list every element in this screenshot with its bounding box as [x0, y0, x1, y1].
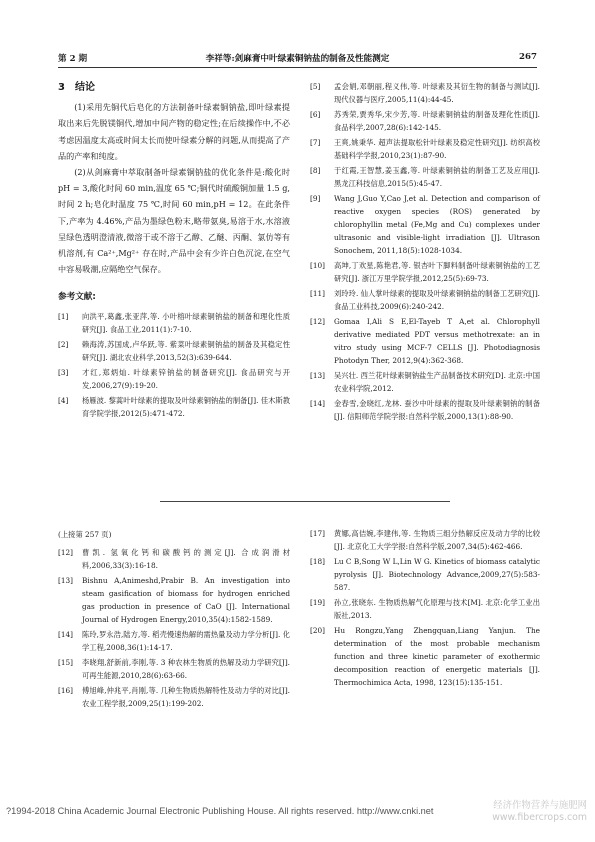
reference-number: [11] [310, 289, 325, 298]
reference-number: [8] [310, 166, 321, 175]
reference-item [58, 310, 290, 336]
reference-item [310, 287, 540, 313]
reference-number: [9] [310, 194, 321, 203]
reference-text: 杨雁波. 黎蒿叶叶绿素的提取及叶绿素铜钠盐的制备[J]. 佳木斯教育学院学报,2012(5):471-472. [82, 395, 290, 418]
continued-label: (上接第 257 页) [58, 530, 112, 539]
reference-number: [15] [58, 658, 73, 668]
references-list-left [58, 310, 290, 420]
conclusion-heading: 3 结论 [58, 82, 95, 93]
reference-number: [12] [310, 317, 325, 326]
reference-item [58, 628, 290, 654]
reference-text: Gomaa I,Ali S E,El-Tayeb T A,et al. Chlorophyll derivative mediated PDT versus methotrexate: an in vitro study using MCF-7 CELLS [J]. Photodiagnosis Photodyn Ther, 2012,9(4):362-368. [334, 317, 540, 365]
reference-text: Wang J,Guo Y,Cao J,et al. Detection and comparison of reactive oxygen species (ROS) generated by chlorophyllin metal (Fe,Mg and Cu) complexes under ultrasonic and visible-light irradiation [J]. Ultrason Sonochem, 2011,18(5):1028-1034. [334, 194, 540, 255]
reference-text: 向洪平,葛鑫,张亚萍,等. 小叶榕叶绿素铜钠盐的制备和理化性质研究[J]. 食品工业,2011(1):7-10. [82, 311, 290, 334]
reference-item [58, 684, 290, 710]
issue-number: 第 2 期 [58, 54, 88, 64]
reference-text: 吴兴壮. 西兰花叶绿素铜钠盐生产品制备技术研究[D]. 北京:中国农业科学院,2012. [334, 371, 540, 393]
left-column [58, 80, 290, 422]
reference-text: 于红霞,王智慧,姜玉鑫,等. 叶绿素铜钠盐的制备工艺及应用[J]. 黑龙江科技信息,2015(5):45-47. [334, 166, 540, 188]
reference-number: [13] [310, 371, 325, 380]
reference-number: [16] [58, 686, 73, 696]
reference-number: [5] [310, 82, 321, 91]
reference-item [58, 574, 290, 626]
reference-item [310, 527, 540, 553]
reference-text: 王爽,姚秉华. 超声法提取松针叶绿素及稳定性研究[J]. 纺织高校基础科学学报,2010,23(1):87-90. [334, 138, 540, 160]
copyright-footer: ?1994-2018 China Academic Journal Electronic Publishing House. All rights reserved. http://www.cnki.net [6, 806, 434, 816]
reference-number: [14] [310, 399, 325, 408]
watermark-line-2: www.fibercrops.com [492, 812, 587, 823]
reference-item [310, 192, 540, 257]
references-list-right [310, 80, 540, 423]
reference-item [310, 624, 540, 689]
reference-item [310, 164, 540, 190]
reference-item [58, 656, 290, 682]
reference-item [310, 315, 540, 367]
reference-text: 陈玲,罗永浩,陆方,等. 稻壳慢速热解的需热量及动力学分析[J]. 化学工程,2008,36(1):14-17. [82, 630, 290, 653]
reference-item [310, 555, 540, 594]
reference-text: 李晓翔,舒新前,李刚,等. 3 种农林生物质的热解及动力学研究[J]. 可再生能源,2010,28(6):63-66. [82, 658, 290, 681]
reference-text: 黄娜,高佶婉,李建伟,等. 生物质三组分热解反应及动力学的比较[J]. 北京化工大学学报:自然科学版,2007,34(5):462-466. [334, 529, 540, 551]
reference-text: Lu C B,Song W L,Lin W G. Kinetics of biomass catalytic pyrolysis [J]. Biotechnology Advance,2009,27(5):583-587. [334, 557, 540, 592]
reference-item [310, 108, 540, 134]
continued-references-left [58, 546, 290, 710]
reference-text: Hu Rongzu,Yang Zhengquan,Liang Yanjun. The determination of the most probable mechanism function and three kinetic parameter of exothermic decomposition reaction of energetic materials [J]. Thermochimica Acta, 1998, 123(15):135-151. [334, 626, 540, 687]
reference-text: Bishnu A,Animeshd,Prabir B. An investigation into steam gasification of biomass for hydrogen enriched gas production in presence of CaO [J]. International Journal of Hydrogen Energy,2010,35(4):1582-1589. [82, 576, 290, 625]
reference-text: 孙立,张晓东. 生物质热解气化原理与技术[M]. 北京:化学工业出版社,2013. [334, 598, 540, 620]
continued-right-column [310, 527, 540, 691]
reference-text: 金春雪,金晓红,龙林. 蚕沙中叶绿素的提取及叶绿素铜钠的制备[J]. 信阳师范学院学报:自然科学版,2000,13(1):88-90. [334, 399, 540, 421]
continued-references-right [310, 527, 540, 689]
reference-item [310, 80, 540, 106]
reference-number: [13] [58, 576, 73, 586]
reference-text: 赖海涛,苏国成,卢华跃,等. 紫菜叶绿素铜钠盐的制备及其稳定性研究[J]. 湖北农业科学,2013,52(3):639-644. [82, 339, 290, 362]
reference-text: 傅旭峰,仲兆平,肖刚,等. 几种生物质热解特性及动力学的对比[J]. 农业工程学报,2009,25(1):199-202. [82, 686, 290, 709]
reference-item [58, 338, 290, 364]
reference-text: 曹凯. 氢氧化钙和碳酸钙的测定[J]. 合成润滑材料,2006,33(3):16-18. [82, 548, 290, 571]
reference-item [310, 596, 540, 622]
reference-item [310, 369, 540, 395]
reference-number: [17] [310, 529, 325, 538]
reference-number: [4] [58, 395, 69, 405]
reference-number: [10] [310, 261, 325, 270]
reference-item [58, 366, 290, 392]
reference-text: 才红,郑炳灿. 叶绿素锌钠盐的制备研究[J]. 食品研究与开发,2006,27(9):19-20. [82, 367, 290, 390]
reference-number: [7] [310, 138, 321, 147]
right-column [310, 80, 540, 425]
reference-text: 刘玲玲. 仙人掌叶绿素的提取及叶绿素铜钠盐的制备工艺研究[J]. 食品工业科技,2009(6):240-242. [334, 289, 540, 311]
references-heading: 参考文献: [58, 292, 96, 303]
reference-item [310, 259, 540, 285]
watermark-line-1: 经济作物营养与施肥网 [493, 800, 587, 811]
conclusion-paragraph-2: (2)从剑麻膏中萃取制备叶绿素铜钠盐的优化条件是:酸化时 pH = 3,酸化时间 60 min,温度 65 ℃;铜代时硫酸铜加量 1.5 g,时间 2 h;皂化时温度 75 ℃,时间 60 min,pH = 12。在此条件下,产率为 4.46%,产品为墨绿色粉末,略带氨臭,易溶于水,水溶液呈绿色透明澄清液,微溶于或不溶于乙醇、乙醚、丙酮、氯仿等有机溶剂,有 Ca²⁺,Mg²⁺ 存在时,产品中会有少许白色沉淀,在空气中容易吸潮,应隔绝空气保存。 [58, 167, 290, 275]
section-divider [160, 501, 450, 502]
running-title: 李祥等:剑麻膏中叶绿素铜钠盐的制备及性能测定 [205, 54, 390, 64]
reference-text: 孟会娟,邓朝丽,程义伟,等. 叶绿素及其衍生物的制备与测试[J]. 现代仪器与医疗,2005,11(4):44-45. [334, 82, 540, 104]
conclusion-paragraph-1: (1)采用先铜代后皂化的方法制备叶绿素铜钠盐,即叶绿素提取出来后先脱镁铜代,增加中间产物的稳定性;在后续操作中,不必考虑因温度太高或时间太长而使叶绿素分解的问题,从而提高了产品的产率和纯度。 [58, 102, 290, 161]
page-number: 267 [519, 52, 537, 62]
reference-number: [3] [58, 367, 69, 377]
reference-item [58, 546, 290, 572]
continued-left-column [58, 527, 290, 712]
reference-number: [18] [310, 557, 325, 566]
reference-number: [1] [58, 311, 69, 321]
reference-item [310, 136, 540, 162]
reference-number: [6] [310, 110, 321, 119]
reference-text: 苏秀荣,贾秀华,宋少芳,等. 叶绿素铜钠盐的制备及理化性质[J]. 食品科学,2007,28(6):142-145. [334, 110, 540, 132]
running-header [58, 52, 537, 68]
header-rule [58, 67, 537, 68]
reference-number: [2] [58, 339, 69, 349]
reference-item [58, 394, 290, 420]
reference-number: [20] [310, 626, 325, 635]
reference-number: [12] [58, 548, 73, 558]
reference-number: [19] [310, 598, 325, 607]
reference-text: 高坤,丁欢星,陈艳君,等. 银杏叶下脚料制备叶绿素铜钠盐的工艺研究[J]. 浙江万里学院学报,2012,25(5):69-73. [334, 261, 540, 283]
reference-item [310, 397, 540, 423]
watermark-logo [492, 800, 587, 824]
reference-number: [14] [58, 630, 73, 640]
